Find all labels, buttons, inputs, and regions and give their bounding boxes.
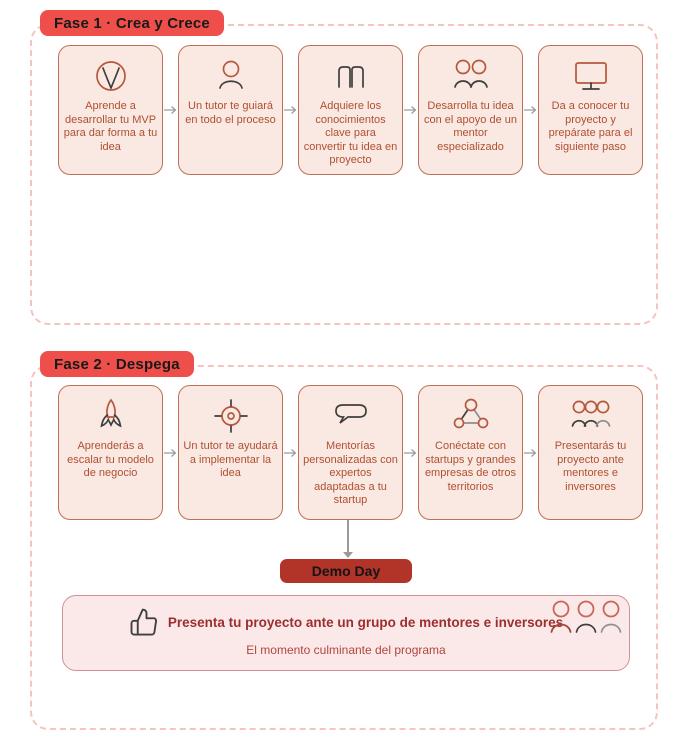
- arrow-right-icon: [283, 385, 298, 520]
- target-icon: [208, 395, 254, 437]
- seed-circle-icon: [88, 55, 134, 97]
- three-people-icon: [549, 600, 623, 634]
- banner-subtitle: El momento culminante del programa: [246, 643, 446, 657]
- banner-title-row: [63, 607, 629, 637]
- step-text: Conéctate con startups y grandes empresas de otros territorios: [424, 440, 517, 493]
- step-text: Presentarás tu proyecto ante mentores e inversores: [554, 440, 627, 493]
- step-text: Un tutor te guiará en todo el proceso: [185, 100, 276, 126]
- step-card-mvp: [58, 45, 163, 175]
- demo-day-connector-line: [347, 520, 349, 554]
- phase-2-label: Fase 2 · Despega: [40, 351, 194, 377]
- step-card-mentorias: [298, 385, 403, 520]
- step-card-conocimientos: [298, 45, 403, 175]
- step-text: Aprende a desarrollar tu MVP para dar forma a tu idea: [63, 100, 158, 153]
- step-card-presentaras: [538, 385, 643, 520]
- arrow-right-icon: [163, 385, 178, 520]
- step-card-mentor: [418, 45, 523, 175]
- open-book-icon: [328, 55, 374, 97]
- network-icon: [448, 395, 494, 437]
- step-text: Aprenderás a escalar tu modelo de negocio: [67, 440, 154, 479]
- step-text: Adquiere los conocimientos clave para convertir tu idea en proyecto: [303, 100, 398, 166]
- thumbs-up-icon: [129, 607, 159, 637]
- step-text: Desarrolla tu idea con el apoyo de un mentor especializado: [424, 100, 517, 153]
- step-card-conectate: [418, 385, 523, 520]
- person-icon: [208, 55, 254, 97]
- demo-day-label: Demo Day: [280, 559, 412, 583]
- step-text: Da a conocer tu proyecto y prepárate para el siguiente paso: [548, 100, 633, 153]
- arrow-down-icon: [343, 552, 353, 558]
- arrow-right-icon: [403, 385, 418, 520]
- step-text: Un tutor te ayudará a implementar la idea: [183, 440, 278, 479]
- phase-1-label: Fase 1 · Crea y Crece: [40, 10, 224, 36]
- step-card-escalar: [58, 385, 163, 520]
- phase-1-steps-row: [58, 45, 643, 175]
- arrow-right-icon: [523, 385, 538, 520]
- arrow-right-icon: [163, 45, 178, 175]
- arrow-right-icon: [283, 45, 298, 175]
- speech-bubble-icon: [328, 395, 374, 437]
- two-people-icon: [448, 55, 494, 97]
- step-text: Mentorías personalizadas con expertos adaptadas a tu startup: [303, 440, 398, 506]
- rocket-icon: [88, 395, 134, 437]
- step-card-implementar: [178, 385, 283, 520]
- banner-title: Presenta tu proyecto ante un grupo de mentores e inversores: [167, 614, 564, 630]
- three-people-icon: [568, 395, 614, 437]
- demo-day-banner: [62, 595, 630, 671]
- step-card-da-a-conocer: [538, 45, 643, 175]
- phase-2-steps-row: [58, 385, 643, 520]
- arrow-right-icon: [403, 45, 418, 175]
- step-card-tutor: [178, 45, 283, 175]
- monitor-icon: [568, 55, 614, 97]
- arrow-right-icon: [523, 45, 538, 175]
